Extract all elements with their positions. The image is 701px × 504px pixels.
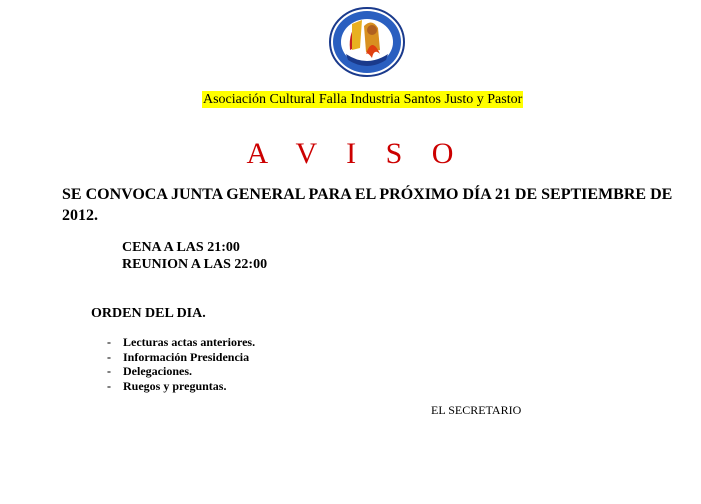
convocation-text: SE CONVOCA JUNTA GENERAL PARA EL PRÓXIMO DÍA 21 DE SEPTIEMBRE DE 2012. — [62, 186, 673, 224]
meeting-time: REUNION A LAS 22:00 — [122, 257, 268, 272]
agenda-list — [107, 335, 255, 393]
association-logo — [328, 6, 406, 78]
schedule-block — [122, 239, 267, 273]
agenda-item: - Ruegos y preguntas. — [107, 379, 255, 394]
dinner-time: CENA A LAS 21:00 — [122, 240, 240, 255]
notice-title: A V I S O — [246, 137, 465, 170]
agenda-item: - Lecturas actas anteriores. — [107, 335, 255, 350]
agenda-title: ORDEN DEL DIA. — [91, 306, 206, 321]
agenda-item: - Delegaciones. — [107, 364, 255, 379]
agenda-item: - Información Presidencia — [107, 350, 255, 365]
signature: EL SECRETARIO — [431, 403, 522, 417]
association-name: Asociación Cultural Falla Industria Santos Justo y Pastor — [203, 92, 523, 107]
